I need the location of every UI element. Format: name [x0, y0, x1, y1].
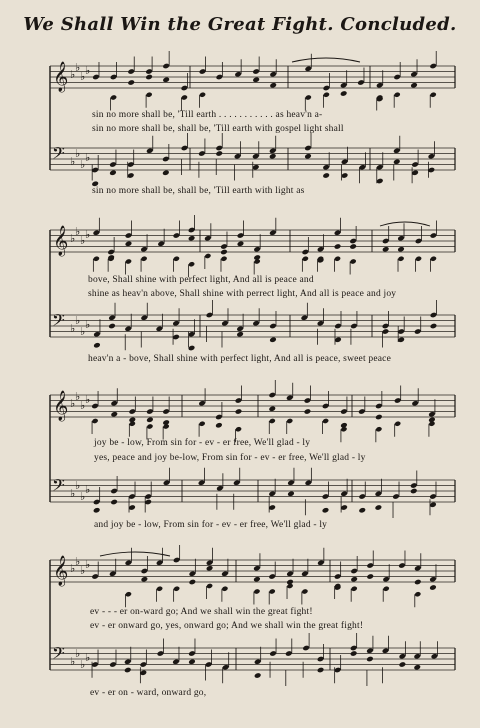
note-head	[383, 586, 390, 592]
note-head	[393, 158, 401, 165]
note-head	[215, 422, 223, 429]
note-head	[322, 507, 330, 514]
note-head	[110, 411, 118, 418]
note-head	[206, 565, 214, 572]
note-head	[125, 591, 132, 597]
note-head	[334, 256, 341, 262]
note-head	[430, 323, 438, 330]
system-4-treble-lyric-1: ev - - - er on-ward go; And we shall win the great fight!	[90, 607, 313, 617]
flat-sign: ♭	[80, 399, 86, 412]
flat-sign: ♭	[75, 225, 81, 238]
note-head	[173, 256, 180, 262]
note-head	[253, 588, 260, 594]
note-head	[140, 256, 147, 262]
flat-sign: ♭	[75, 390, 81, 403]
note-head	[351, 586, 358, 592]
note-head	[430, 92, 437, 98]
note-head	[349, 243, 357, 250]
note-head	[181, 94, 188, 100]
system-1-bass-lyric-1: sin no more shall be, shall be, 'Till earth with light as	[92, 186, 305, 196]
note-head	[340, 426, 347, 432]
flat-sign: ♭	[85, 558, 91, 571]
note-head	[375, 504, 383, 511]
note-head	[93, 507, 101, 514]
note-head	[109, 169, 117, 176]
flat-sign: ♭	[70, 655, 76, 668]
flat-sign: ♭	[85, 483, 91, 496]
note-head	[323, 92, 330, 98]
flat-sign: ♭	[75, 147, 81, 160]
bass-clef: 𝄢	[52, 143, 65, 167]
note-head	[173, 586, 180, 592]
note-head	[350, 650, 358, 657]
note-head	[322, 172, 330, 179]
note-head	[414, 579, 422, 586]
flat-sign: ♭	[75, 647, 81, 660]
treble-clef: 𝄞	[53, 391, 69, 421]
note-head	[305, 94, 312, 100]
note-head	[397, 246, 405, 253]
flat-sign: ♭	[80, 325, 86, 338]
flat-sign: ♭	[75, 61, 81, 74]
flat-sign: ♭	[70, 155, 76, 168]
flat-sign: ♭	[85, 651, 91, 664]
note-head	[334, 243, 342, 250]
note-head	[286, 418, 293, 424]
note-head	[188, 261, 195, 267]
note-head	[322, 418, 329, 424]
note-head	[236, 331, 244, 338]
treble-clef: 𝄞	[53, 556, 69, 586]
note-head	[124, 667, 132, 674]
note-head	[394, 92, 401, 98]
note-head	[110, 499, 118, 506]
note-head	[252, 76, 260, 83]
system-3-bass-lyric-1: and joy be - low, From sin for - ev - er free, We'll glad - ly	[94, 520, 328, 530]
note-head	[188, 235, 196, 242]
flat-sign: ♭	[75, 479, 81, 492]
note-head	[237, 240, 245, 247]
note-head	[350, 258, 357, 264]
note-head	[235, 426, 242, 432]
flat-sign: ♭	[85, 393, 91, 406]
treble-clef: 𝄞	[53, 226, 69, 256]
note-head	[93, 342, 101, 349]
slur	[100, 552, 170, 556]
note-head	[410, 82, 418, 89]
note-head	[91, 418, 98, 424]
note-head	[394, 421, 401, 427]
note-head	[125, 258, 132, 264]
note-head	[254, 258, 261, 264]
note-head	[415, 256, 422, 262]
note-head	[340, 90, 348, 97]
note-head	[127, 79, 135, 86]
treble-clef: 𝄞	[53, 62, 69, 92]
note-head	[221, 586, 228, 592]
note-head	[358, 507, 366, 514]
note-head	[254, 672, 262, 679]
flat-sign: ♭	[85, 318, 91, 331]
note-head	[413, 664, 421, 671]
note-head	[146, 92, 153, 98]
note-head	[382, 246, 390, 253]
flat-sign: ♭	[75, 314, 81, 327]
note-head	[199, 421, 206, 427]
note-head	[253, 576, 261, 583]
bass-clef: 𝄢	[52, 475, 65, 499]
note-head	[350, 576, 358, 583]
flat-sign: ♭	[70, 322, 76, 335]
slur	[292, 58, 360, 62]
note-head	[317, 667, 325, 674]
note-head	[287, 490, 295, 497]
slur	[380, 222, 430, 226]
note-head	[215, 150, 223, 157]
flat-sign: ♭	[80, 658, 86, 671]
note-head	[414, 591, 421, 597]
bass-clef: 𝄢	[52, 643, 65, 667]
note-head	[162, 169, 170, 176]
flat-sign: ♭	[85, 151, 91, 164]
system-4-bass-lyric-1: ev - er on - ward, onward go,	[90, 688, 207, 698]
note-head	[429, 584, 437, 591]
note-head	[269, 588, 276, 594]
flat-sign: ♭	[75, 555, 81, 568]
note-head	[366, 573, 374, 580]
system-3-treble-lyric-2: yes, peace and joy be-low, From sin for - ev - er free, We'll glad - ly	[94, 453, 366, 463]
note-head	[125, 240, 133, 247]
note-head	[268, 405, 276, 412]
flat-sign: ♭	[80, 158, 86, 171]
bass-clef: 𝄢	[52, 310, 65, 334]
note-head	[162, 76, 170, 83]
note-head	[235, 408, 243, 415]
flat-sign: ♭	[70, 232, 76, 245]
flat-sign: ♭	[70, 562, 76, 575]
note-head	[399, 661, 407, 668]
system-3-treble-lyric-1: joy be - low, From sin for - ev - er free, We'll glad - ly	[94, 438, 311, 448]
note-head	[269, 418, 276, 424]
note-head	[375, 414, 383, 421]
note-head	[301, 588, 308, 594]
note-head	[269, 336, 277, 343]
note-head	[108, 323, 116, 330]
note-head	[397, 256, 404, 262]
flat-sign: ♭	[70, 68, 76, 81]
note-head	[220, 256, 227, 262]
note-head	[163, 423, 170, 429]
note-head	[146, 416, 154, 423]
flat-sign: ♭	[80, 234, 86, 247]
note-head	[199, 92, 206, 98]
system-2-treble-lyric-1: bove, Shall shine with perfect light, And all is peace and	[88, 275, 314, 285]
flat-sign: ♭	[70, 487, 76, 500]
note-head	[220, 249, 228, 256]
note-head	[430, 256, 437, 262]
note-head	[145, 74, 153, 81]
system-4-treble-lyric-2: ev - er onward go, yes, onward go; And we shall win the great fight!	[90, 621, 364, 631]
note-head	[204, 253, 211, 259]
system-2-treble-lyric-2: shine as heav'n above, Shall shine with perrect light, And all is peace and joy	[88, 289, 397, 299]
flat-sign: ♭	[70, 397, 76, 410]
page-title: We Shall Win the Great Fight. Concluded.	[23, 14, 457, 35]
system-1-treble-lyric-2: sin no more shall be, shall be, 'Till earth with gospel light shall	[92, 124, 344, 134]
note-head	[410, 488, 418, 495]
note-head	[375, 426, 382, 432]
note-head	[286, 583, 293, 589]
flat-sign: ♭	[80, 564, 86, 577]
note-head	[366, 656, 374, 663]
note-head	[206, 583, 213, 589]
flat-sign: ♭	[85, 228, 91, 241]
note-head	[304, 153, 312, 160]
note-head	[146, 423, 153, 429]
note-head	[141, 576, 149, 583]
note-head	[110, 94, 117, 100]
note-head	[189, 579, 197, 586]
system-2-bass-lyric-1: heav'n a - bove, Shall shine with perfect light, And all is peace, sweet peace	[88, 354, 392, 364]
note-head	[188, 658, 196, 665]
note-head	[269, 153, 277, 160]
flat-sign: ♭	[80, 70, 86, 83]
note-head	[302, 256, 309, 262]
note-head	[93, 256, 100, 262]
flat-sign: ♭	[80, 490, 86, 503]
note-head	[304, 408, 312, 415]
flat-sign: ♭	[85, 64, 91, 77]
note-head	[156, 586, 163, 592]
note-head	[129, 421, 136, 427]
note-head	[428, 421, 435, 427]
note-head	[269, 82, 277, 89]
system-1-treble-lyric-1: sin no more shall be, 'Till earth . . . . . . . . . . . as heav'n a-	[92, 110, 323, 120]
